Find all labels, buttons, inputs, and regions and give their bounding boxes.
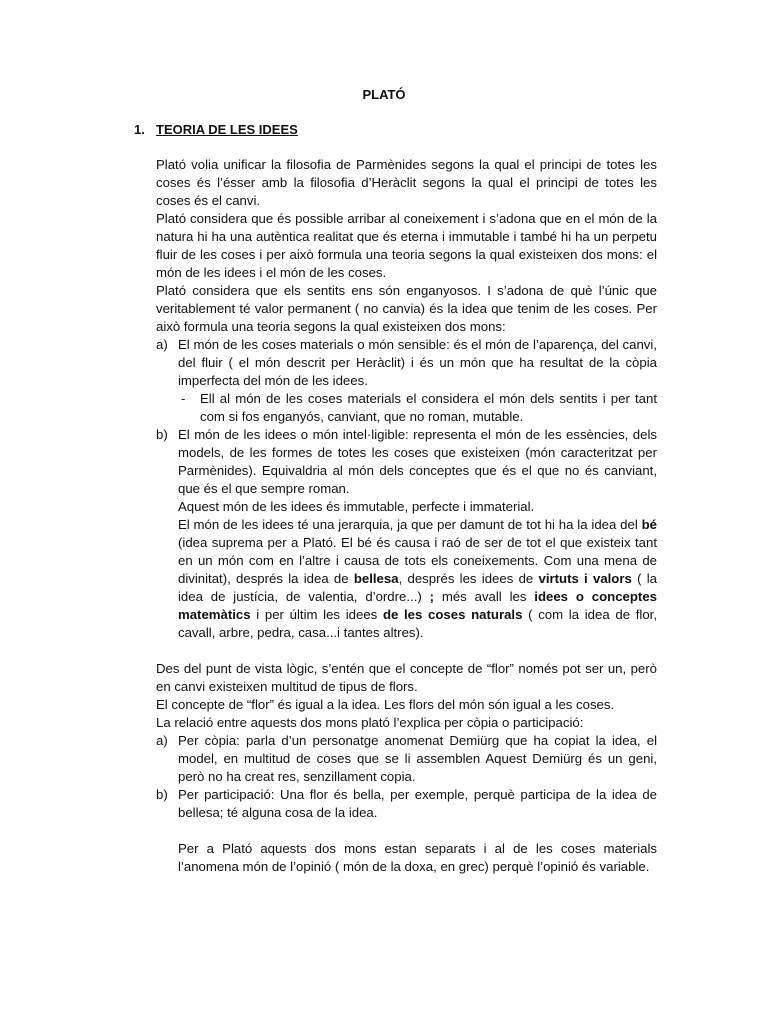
list-item-b <box>156 426 657 498</box>
text-run: El món de les idees té una jerarquia, ja que per damunt de tot hi ha la idea del <box>178 517 642 532</box>
bold-run: virtuts i valors <box>538 571 632 586</box>
text-run: i per últim les idees <box>250 607 383 622</box>
relation-marker-b: b) <box>156 787 168 802</box>
relation-marker-a: a) <box>156 733 168 748</box>
spacer <box>156 822 657 840</box>
section-label: TEORIA DE LES IDEES <box>156 122 298 137</box>
bold-run: bellesa <box>353 571 399 586</box>
page-title: PLATÓ <box>362 87 406 102</box>
relation-item-a-text: Per còpia: parla d’un personatge anomenat Demiürg que ha copiat la idea, el model, en multitud de coses que se li assemblen Aquest Demiürg és un geni, però no ha creat res, senzillament copia. <box>178 733 657 784</box>
paragraph-3: Plató considera que els sentits ens són enganyosos. I s’adona de què l’únic que veritablement té valor permanent ( no canvia) és la idea que tenim de les coses. Per això formula una teoria segons la qual existeixen dos mons: <box>156 283 657 334</box>
bold-run: idees o conceptes matemàtics <box>178 589 657 622</box>
list-marker-b: b) <box>156 427 168 442</box>
sub-list-marker: - <box>181 391 186 406</box>
list-item-b-continuation-1: Aquest món de les idees és immutable, perfecte i immaterial. <box>178 499 535 514</box>
paragraph-7: Per a Plató aquests dos mons estan separats i al de les coses materials l’anomena món de l’opinió ( món de la doxa, en grec) perquè l’opinió és variable. <box>178 841 657 874</box>
text-run: ( com la idea de flor, cavall, arbre, pedra, casa...i tantes altres). <box>178 607 657 640</box>
paragraph-4: Des del punt de vista lògic, s’entén que el concepte de “flor” només pot ser un, però en canvi existeixen multitud de tipus de flors. <box>156 661 657 694</box>
list-item-a-text: El món de les coses materials o món sensible: és el món de l’aparença, del canvi, del fluir ( el món descrit per Heràclit) i és un món que ha resultat de la còpia imperfecta del món de les idees. <box>178 337 657 388</box>
paragraph-5: El concepte de “flor” és igual a la idea. Les flors del món són igual a les coses. <box>156 697 615 712</box>
text-run: (idea suprema per a Plató. El bé és causa i raó de ser de tot el que existeix tant en un món com en l’altre i causa de tots els coneixements. Com una mena de divinitat), després la idea de <box>178 535 657 586</box>
document-body <box>156 156 657 876</box>
text-run: , després les idees de <box>398 571 539 586</box>
list-item-b-continuation-2 <box>156 516 657 642</box>
relation-item-b <box>156 786 657 822</box>
relation-item-b-text: Per participació: Una flor és bella, per exemple, perquè participa de la idea de bellesa; té alguna cosa de la idea. <box>178 787 657 820</box>
text-run: més avall les <box>434 589 535 604</box>
section-heading <box>134 122 298 137</box>
list-item-b-text: El món de les idees o món intel·ligible: representa el món de les essències, dels models, de les formes de totes les coses que existeixen (món caracteritzat per Parmènides). Equivaldria al món dels conceptes que és el que no és canviant, que és el que sempre roman. <box>178 427 657 496</box>
sub-list-item <box>156 390 657 426</box>
paragraph-6: La relació entre aquests dos mons plató l’explica per còpia o participació: <box>156 715 584 730</box>
paragraph-1: Plató volia unificar la filosofia de Parmènides segons la qual el principi de totes les coses és l’ésser amb la filosofia d’Heràclit segons la qual el principi de totes les coses és el canvi. <box>156 157 657 208</box>
list-marker-a: a) <box>156 337 168 352</box>
paragraph-2: Plató considera que és possible arribar al coneixement i s’adona que en el món de la natura hi ha una autèntica realitat que és eterna i immutable i també hi ha un perpetu fluir de les coses i per això formula una teoria segons la qual existeixen dos mons: el món de les idees i el món de les coses. <box>156 211 657 280</box>
bold-run: de les coses naturals <box>382 607 523 622</box>
bold-run: bé <box>641 517 657 532</box>
section-number: 1. <box>134 122 145 137</box>
sub-list-item-text: Ell al món de les coses materials el considera el món dels sentits i per tant com si fos enganyós, canviant, que no roman, mutable. <box>200 391 657 424</box>
bold-run: ; <box>429 589 435 604</box>
spacer <box>156 642 657 660</box>
list-item-a <box>156 336 657 390</box>
relation-item-a <box>156 732 657 786</box>
text-run: ( la idea de justícia, de valentia, d’ordre...) <box>178 571 658 604</box>
